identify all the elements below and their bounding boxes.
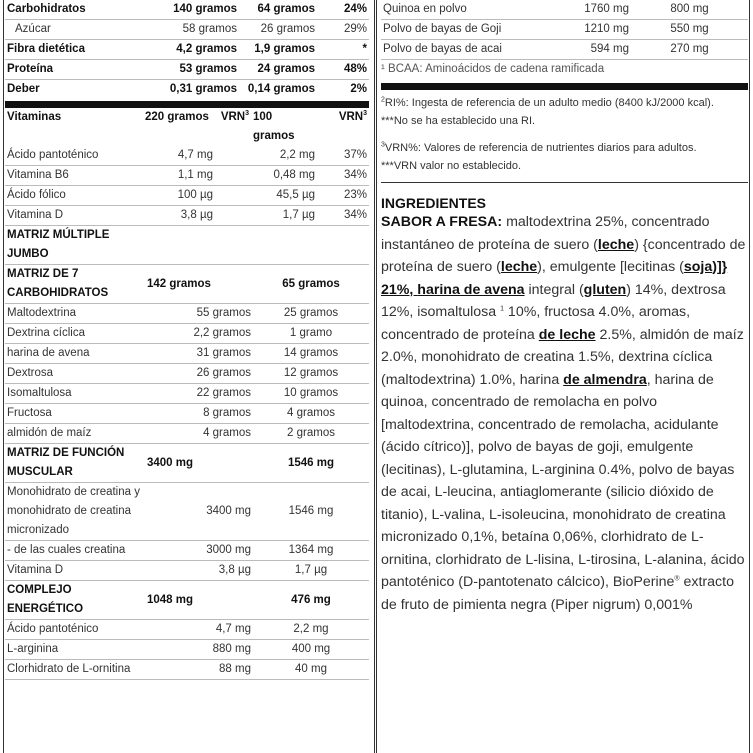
nutrient-name: Fibra dietética — [7, 43, 85, 55]
bcaa-note: ¹ BCAA: Aminoácidos de cadena ramificada — [381, 63, 605, 75]
vitamins-header-row — [5, 108, 369, 146]
complex-row-name: Clorhidrato de L-ornitina — [7, 663, 131, 675]
vitamin-value-b: 1,7 µg — [282, 209, 315, 221]
matrix-muscle-value-a: 3400 mg — [147, 456, 194, 469]
carb-row-value-b: 10 gramos — [283, 387, 339, 399]
carb-row-value-b: 4 gramos — [287, 407, 335, 419]
carb-row-value-b: 12 gramos — [283, 367, 339, 379]
matrix-table — [5, 226, 369, 680]
complex-value-b: 476 mg — [291, 593, 331, 606]
nutrition-row — [5, 40, 369, 60]
vitamin-row — [5, 206, 369, 226]
muscle-row-value-b: 1364 mg — [288, 544, 334, 556]
carb-row — [5, 344, 369, 364]
carb-row-name: Dextrina cíclica — [7, 327, 85, 339]
muscle-row-value-a: 3000 mg — [206, 544, 251, 556]
nutrient-ri: 2% — [350, 83, 367, 95]
carb-row — [5, 324, 369, 344]
carb-row-value-a: 2,2 gramos — [193, 327, 251, 339]
vitamin-value-a: 100 µg — [177, 189, 213, 201]
complex-label: COMPLEJO ENERGÉTICO — [7, 584, 84, 615]
muscle-row-value-a: 3,8 µg — [218, 564, 251, 576]
footnote-vrn: $^3$VRN%: Valores de referencia de nutrientes diarios para adultos. ***VRN valor no establecido. — [381, 141, 697, 172]
nutrient-value-b: 0,14 gramos — [247, 83, 315, 95]
nutrient-value-a: 0,31 gramos — [169, 83, 237, 95]
carb-row-value-a: 31 gramos — [196, 347, 251, 359]
nutrient-ri: 29% — [343, 23, 367, 35]
carb-row-value-b: 1 gramo — [289, 327, 333, 339]
right-row — [381, 0, 748, 20]
complex-row-value-a: 4,7 mg — [215, 623, 251, 635]
carb-row-value-a: 55 gramos — [196, 307, 251, 319]
nutrient-value-b: 26 gramos — [260, 23, 315, 35]
vitamin-name: Vitamina B6 — [7, 169, 69, 181]
muscle-row-value-b: 1,7 µg — [294, 564, 328, 576]
right-row-value-a: 1210 mg — [584, 23, 629, 35]
carb-row-value-a: 4 gramos — [203, 427, 251, 439]
complex-row-value-b: 40 mg — [295, 663, 327, 675]
nutrient-name: Azúcar — [15, 23, 51, 35]
vitamins-label: Vitaminas — [7, 111, 62, 123]
right-column — [381, 0, 748, 753]
vitamin-value-a: 4,7 mg — [177, 149, 213, 161]
muscle-row-value-b: 1546 mg — [288, 505, 334, 517]
vitamins-col-b: 100 gramos — [253, 111, 295, 142]
vitamin-row — [5, 166, 369, 186]
carb-row — [5, 404, 369, 424]
carb-row-value-a: 22 gramos — [196, 387, 251, 399]
empty-cell — [253, 226, 369, 265]
complex-row-name: L-arginina — [7, 643, 59, 655]
nutrition-table-left — [5, 0, 369, 753]
nutrient-name: Proteína — [7, 63, 54, 75]
nutrient-ri: 48% — [343, 63, 367, 75]
vitamin-row — [5, 146, 369, 166]
carb-row — [5, 364, 369, 384]
nutrient-value-b: 24 gramos — [257, 63, 315, 75]
right-row-value-a: 594 mg — [590, 43, 629, 55]
nutrient-name: Deber — [7, 83, 40, 95]
vitamin-value-a: 1,1 mg — [177, 169, 213, 181]
carb-row — [5, 384, 369, 404]
matrix-muscle — [5, 444, 369, 483]
nutrient-name: Carbohidratos — [7, 3, 86, 15]
muscle-row-name: Vitamina D — [7, 564, 64, 576]
nutrient-value-b: 1,9 gramos — [254, 43, 315, 55]
empty-cell — [143, 226, 253, 265]
footnote-ri: $^2$RI%: Ingesta de referencia de un adulto medio (8400 kJ/2000 kcal). ***No se ha establecido una RI. — [381, 96, 714, 127]
muscle-row-name: - de las cuales creatina — [7, 544, 126, 556]
nutrition-row — [5, 60, 369, 80]
complex-row — [5, 620, 369, 640]
right-row-name: Quinoa en polvo — [383, 3, 467, 15]
vitamin-value-a: 3,8 µg — [180, 209, 213, 221]
carb-row-name: harina de avena — [7, 347, 90, 359]
carb-row-name: almidón de maíz — [7, 427, 92, 439]
vitamins-table — [5, 108, 369, 226]
vitamin-row — [5, 186, 369, 206]
right-row-name: Polvo de bayas de acai — [383, 43, 502, 55]
right-row — [381, 20, 748, 40]
complex-row-value-b: 2,2 mg — [293, 623, 329, 635]
right-row-value-b: 270 mg — [670, 43, 709, 55]
vitamin-value-b: 2,2 mg — [279, 149, 315, 161]
matrix-muscle-label: MATRIZ DE FUNCIÓN MUSCULAR — [7, 447, 125, 478]
nutrition-row — [5, 0, 369, 20]
vitamin-value-b: 45,5 µg — [276, 189, 315, 201]
nutrient-ri: 24% — [343, 3, 367, 15]
complex-row-value-a: 88 mg — [219, 663, 251, 675]
complex-row-value-a: 880 mg — [212, 643, 251, 655]
carb-row-value-b: 14 gramos — [283, 347, 339, 359]
nutrition-summary-table — [5, 0, 369, 99]
nutrient-value-b: 64 gramos — [257, 3, 315, 15]
nutrient-ri: * — [362, 43, 367, 55]
muscle-row-value-a: 3400 mg — [206, 505, 251, 517]
complex-value-a: 1048 mg — [147, 593, 194, 606]
ingredients-title: INGREDIENTES — [381, 195, 487, 211]
muscle-row — [5, 561, 369, 581]
nutrition-row — [5, 80, 369, 100]
complex-row-value-b: 400 mg — [291, 643, 331, 655]
complex-row — [5, 640, 369, 660]
vitamin-name: Vitamina D — [7, 209, 64, 221]
nutrition-row — [5, 20, 369, 40]
vitamin-vrn: 37% — [343, 149, 367, 161]
muscle-row — [5, 483, 369, 541]
carb-row-value-b: 25 gramos — [283, 307, 339, 319]
right-row-value-b: 550 mg — [670, 23, 709, 35]
vitamin-name: Ácido pantoténico — [7, 149, 99, 161]
right-row-value-a: 1760 mg — [584, 3, 629, 15]
vitamin-value-b: 0,48 mg — [273, 169, 315, 181]
right-row-name: Polvo de bayas de Goji — [383, 23, 502, 35]
matrix-carbs — [5, 265, 369, 304]
carb-row — [5, 304, 369, 324]
vitamin-vrn: 34% — [343, 209, 367, 221]
vitamins-vrn-b: VRN$^3$ — [338, 110, 367, 123]
complex — [5, 581, 369, 620]
ingredients-text: SABOR A FRESA: maltodextrina 25%, concentrado instantáneo de proteína de suero (leche) {concentrado de proteína de suero (leche), emulgente [lecitinas (soja)]} 21%, harina de avena integral (gluten) 14%, dextrosa 12%, isomaltulosa $^1$ 10%, fructosa 4.0%, aromas, concentrado de proteína de leche 2.5%, almidón de maíz 2.0%, monohidrato de creatina 1.5%, dextrina cíclica (maltodextrina) 1.0%, harina de almendra, harina de quinoa, concentrado de remolacha en polvo [maltodextrina, concentrado de remolacha, acidulante (ácido cítrico)], polvo de bayas de goji, emulgente (lecitinas), L-glutamina, L-arginina 0.4%, polvo de bayas de acai, L-leucina, antiaglomerante (silicio dióxido de titanio), L-valina, L-isoleucina, monohidrato de creatina micronizado 0,1%, betaína 0,06%, clorhidrato de L-ornitina, clorhidrato de L-lisina, L-tirosina, L-alanina, ácido pantoténico (D-pantotenato cálcico), BioPerine® extracto de fruto de pimienta negra (Piper nigrum) 0,001% — [381, 214, 746, 613]
right-ingredients-table — [381, 0, 748, 60]
matrix-multi-label: MATRIZ MÚLTIPLE JUMBO — [7, 229, 110, 260]
nutrient-value-a: 53 gramos — [179, 63, 237, 75]
matrix-carbs-value-b: 65 gramos — [282, 277, 340, 290]
carb-row-name: Dextrosa — [7, 367, 54, 379]
complex-row-name: Ácido pantoténico — [7, 623, 99, 635]
vitamins-col-a: 220 gramos — [145, 111, 209, 123]
right-row-value-b: 800 mg — [670, 3, 709, 15]
carb-row-value-b: 2 gramos — [287, 427, 335, 439]
nutrient-value-a: 58 gramos — [182, 23, 237, 35]
right-row — [381, 40, 748, 60]
carb-row-value-a: 8 gramos — [203, 407, 251, 419]
nutrient-value-a: 140 gramos — [173, 3, 237, 15]
carb-row-name: Fructosa — [7, 407, 52, 419]
carb-row-name: Maltodextrina — [7, 307, 77, 319]
muscle-row — [5, 541, 369, 561]
vitamin-vrn: 34% — [343, 169, 367, 181]
muscle-row-name: Monohidrato de creatina y monohidrato de creatina micronizado — [7, 486, 140, 536]
carb-row-name: Isomaltulosa — [7, 387, 72, 399]
complex-row — [5, 660, 369, 680]
matrix-carbs-value-a: 142 gramos — [147, 277, 211, 290]
nutrient-value-a: 4,2 gramos — [176, 43, 237, 55]
vitamin-vrn: 23% — [343, 189, 367, 201]
carb-row-value-a: 26 gramos — [196, 367, 251, 379]
matrix-carbs-label: MATRIZ DE 7 CARBOHIDRATOS — [7, 268, 109, 299]
matrix-multi-row — [5, 226, 369, 265]
matrix-muscle-value-b: 1546 mg — [287, 456, 335, 469]
vitamin-name: Ácido fólico — [7, 189, 66, 201]
vitamins-vrn-a: VRN$^3$ — [220, 110, 249, 123]
carb-row — [5, 424, 369, 444]
